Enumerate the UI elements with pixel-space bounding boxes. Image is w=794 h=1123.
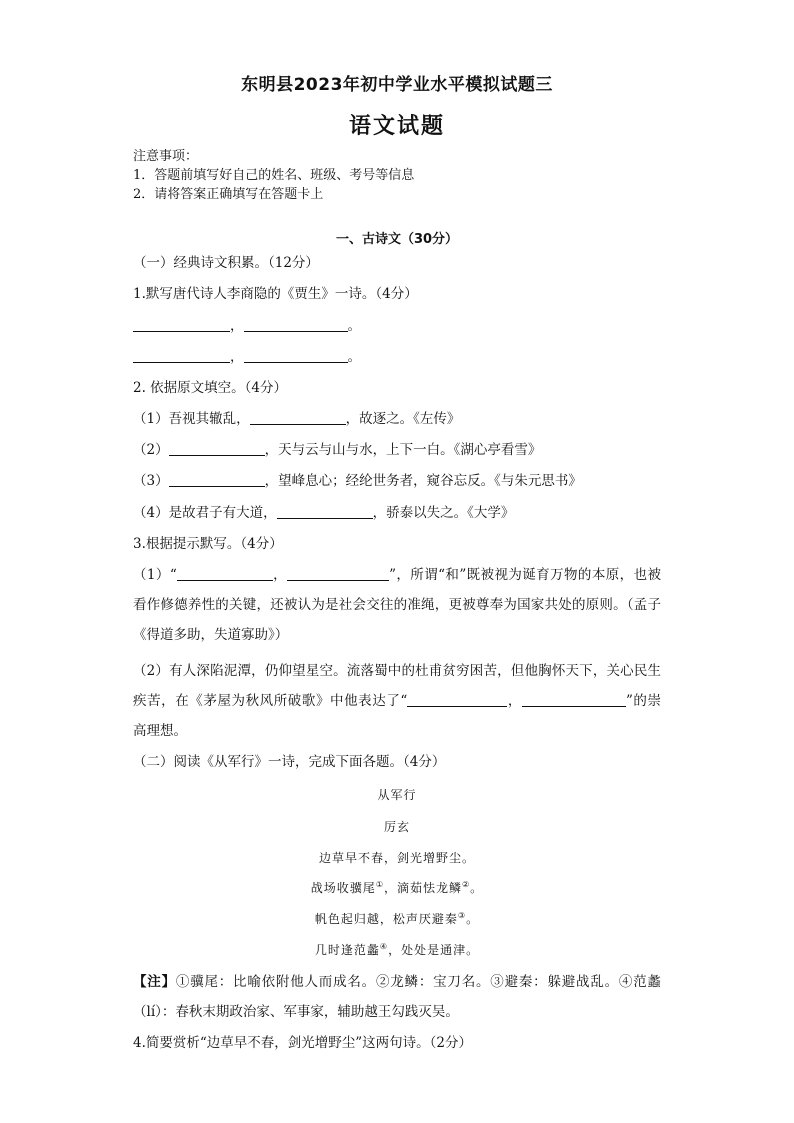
exam-subtitle: 语文试题 [348, 114, 445, 139]
answer-blank[interactable] [522, 692, 626, 707]
notice-item-2: 2．请将答案正确填写在答题卡上 [133, 187, 324, 202]
answer-blank[interactable] [133, 348, 230, 363]
question-3: 3.根据提示默写。（4分） [133, 536, 283, 552]
notice-heading: 注意事项： [133, 149, 199, 164]
answer-blank[interactable] [244, 348, 348, 363]
poem-line-2: 战场收骥尾①，滴茹怯龙鳞②。 [310, 880, 484, 895]
q2-sub-4: （4）是故君子有大道， ，骄泰以失之。《大学》 [133, 505, 515, 521]
answer-blank[interactable] [244, 317, 348, 332]
q3-sub-2: （2）有人深陷泥潭，仍仰望星空。流落蜀中的杜甫贫穷困苦，但他胸怀天下，关心民生疾苦，在《茅屋为秋风所破歌》中他表达了“ ， ”的崇高理想。 [133, 663, 662, 739]
poem-author: 厉玄 [383, 820, 410, 834]
q2-sub-2: （2） ，天与云与山与水，上下一白。《湖心亭看雪》 [133, 442, 542, 458]
q1-answer-line-1: ， 。 [133, 311, 661, 341]
part2-heading: （二）阅读《从军行》一诗，完成下面各题。（4分） [133, 754, 446, 770]
question-2: 2. 依据原文填空。（4分） [133, 380, 288, 396]
question-1: 1.默写唐代诗人李商隐的《贾生》一诗。（4分） [133, 286, 418, 302]
q1-answer-line-2: ， 。 [133, 342, 661, 372]
answer-blank[interactable] [169, 472, 265, 487]
poem-line-3: 帆色起归越，松声厌避秦③。 [314, 911, 480, 926]
answer-blank[interactable] [407, 692, 507, 707]
question-4: 4.简要赏析“边草早不春，剑光增野尘”这两句诗。（2分） [133, 1035, 473, 1051]
answer-blank[interactable] [250, 410, 346, 425]
poem-title: 从军行 [377, 788, 417, 802]
section-heading: 一、古诗文（30分） [335, 232, 459, 247]
q2-sub-1: （1）吾视其辙乱， ，故逐之。《左传》 [133, 411, 461, 427]
q2-sub-3: （3） ，望峰息心；经纶世务者，窥谷忘反。《与朱元思书》 [133, 473, 582, 489]
exam-title: 东明县2023年初中学业水平模拟试题三 [241, 75, 553, 95]
answer-blank[interactable] [169, 441, 265, 456]
answer-blank[interactable] [177, 566, 273, 581]
notice-item-1: 1．答题前填写好自己的姓名、班级、考号等信息 [133, 168, 415, 183]
answer-blank[interactable] [277, 504, 373, 519]
poem-line-4: 几时逢范蠡④，处处是通津。 [314, 942, 480, 957]
poem-line-1: 边草早不春，剑光增野尘。 [318, 851, 475, 865]
part1-heading: （一）经典诗文积累。（12分） [133, 255, 319, 271]
poem-notes: 【注】①骥尾：比喻依附他人而成名。②龙鳞：宝刀名。③避秦：躲避战乱。④范蠡（lí）：春秋末期政治家、军事家，辅助越王勾践灭吴。 [133, 974, 661, 1020]
answer-blank[interactable] [133, 317, 230, 332]
q3-sub-1: （1）“ ， ”，所谓“和”既被视为诞育万物的本原，也被看作修德养性的关键，还被认为是社会交往的准绳，更被尊奉为国家共处的原则。（孟子《得道多助，失道寡助》） [133, 567, 661, 643]
answer-blank[interactable] [287, 566, 389, 581]
